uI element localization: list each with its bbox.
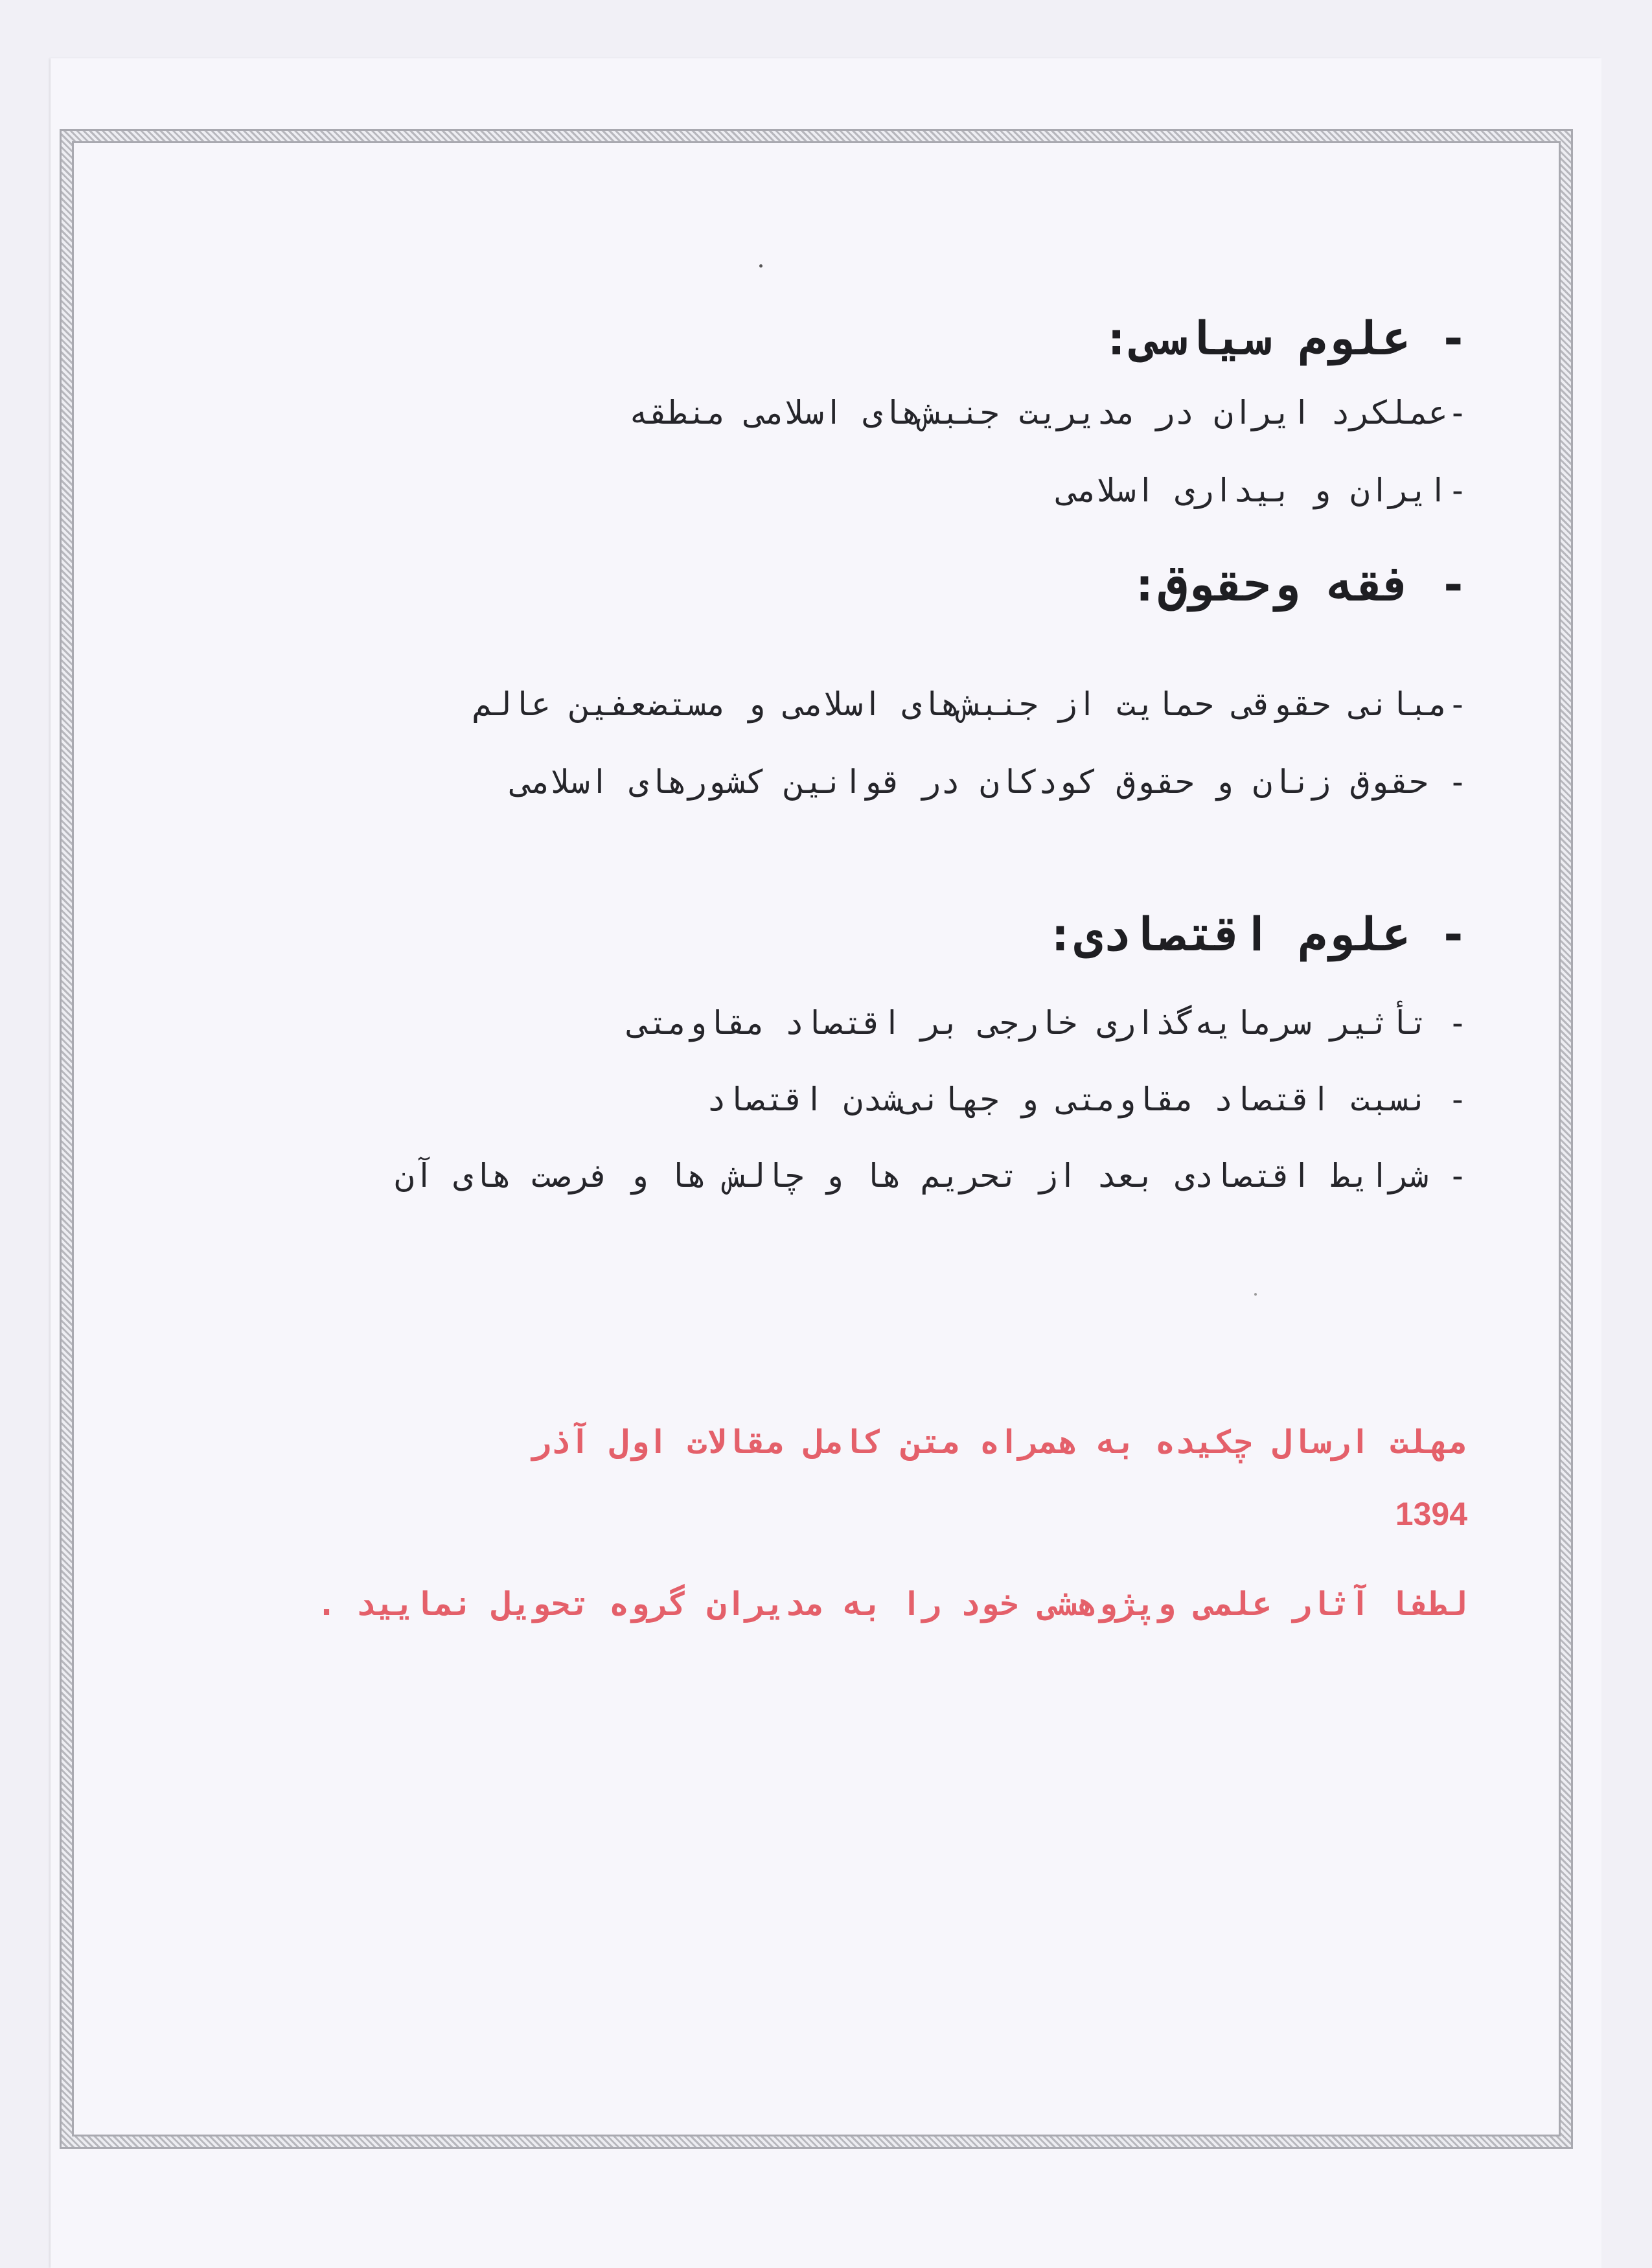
list-item: - شرایط اقتصادی بعد از تحریم ها و چالش ها و فرصت های آن <box>395 1157 1467 1195</box>
deadline-notice: مهلت ارسال چکیده به همراه متن کامل مقالات اول آذر <box>531 1423 1467 1461</box>
heading-jurisprudence-law: - فقه وحقوق: <box>1130 557 1467 612</box>
heading-political-science: - علوم سیاسی: <box>1102 311 1467 365</box>
list-item: -مبانی حقوقی حمایت از جنبش‌های اسلامی و مستضعفین عالم <box>472 685 1467 723</box>
paper-speck <box>759 264 763 268</box>
list-item: -ایران و بیداری اسلامی <box>1057 472 1467 509</box>
submission-instruction: لطفا آثار علمی وپژوهشی خود را به مدیران گروه تحویل نمایید . <box>316 1585 1467 1623</box>
paper-speck <box>1254 1293 1257 1296</box>
heading-economics: - علوم اقتصادی: <box>1046 907 1467 961</box>
list-item: - حقوق زنان و حقوق کودکان در قوانین کشورهای اسلامی <box>511 763 1467 801</box>
deadline-year: 1394 <box>1395 1496 1467 1532</box>
list-item: -عملکرد ایران در مدیریت جنبش‌های اسلامی منطقه <box>628 394 1467 431</box>
list-item: - تأثیر سرمایه‌گذاری خارجی بر اقتصاد مقاومتی <box>628 1004 1467 1042</box>
list-item: - نسبت اقتصاد مقاومتی و جهانی‌شدن اقتصاد <box>707 1081 1467 1118</box>
decorative-border-frame <box>60 130 1572 2148</box>
